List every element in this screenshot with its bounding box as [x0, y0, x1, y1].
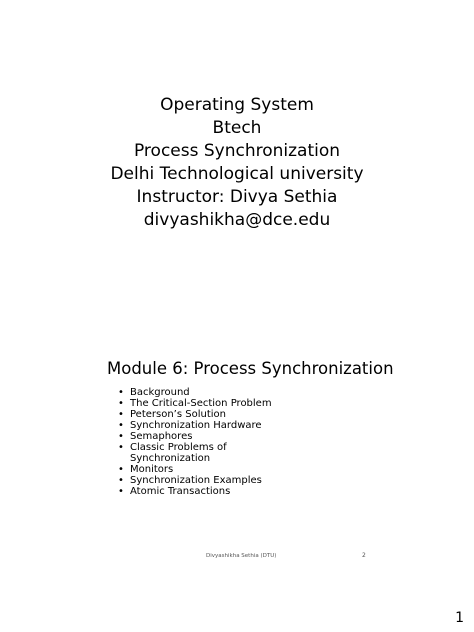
list-item: • Atomic Transactions	[118, 486, 272, 497]
list-item: • Background	[118, 387, 272, 398]
page-number: 1	[455, 610, 464, 626]
list-item: • Peterson’s Solution	[118, 409, 272, 420]
topic-list	[118, 387, 272, 497]
title-line-email: divyashikha@dce.edu	[143, 210, 331, 230]
list-item: • Synchronization Examples	[118, 475, 272, 486]
list-item: • Classic Problems of Synchronization	[118, 442, 272, 464]
title-line-program: Btech	[212, 118, 262, 138]
list-item: • Semaphores	[118, 431, 272, 442]
title-line-instructor: Instructor: Divya Sethia	[136, 187, 338, 207]
slide-title-block	[0, 94, 474, 232]
title-line-course: Operating System	[160, 95, 314, 115]
list-item: • The Critical-Section Problem	[118, 398, 272, 409]
list-item: • Monitors	[118, 464, 272, 475]
title-line-topic: Process Synchronization	[133, 141, 341, 161]
slide-footer-author: Divyashikha Sethia (DTU)	[206, 553, 277, 559]
slide-footer-number: 2	[362, 552, 366, 559]
list-item: • Synchronization Hardware	[118, 420, 272, 431]
module-title: Module 6: Process Synchronization	[107, 359, 394, 378]
title-line-university: Delhi Technological university	[110, 164, 364, 184]
